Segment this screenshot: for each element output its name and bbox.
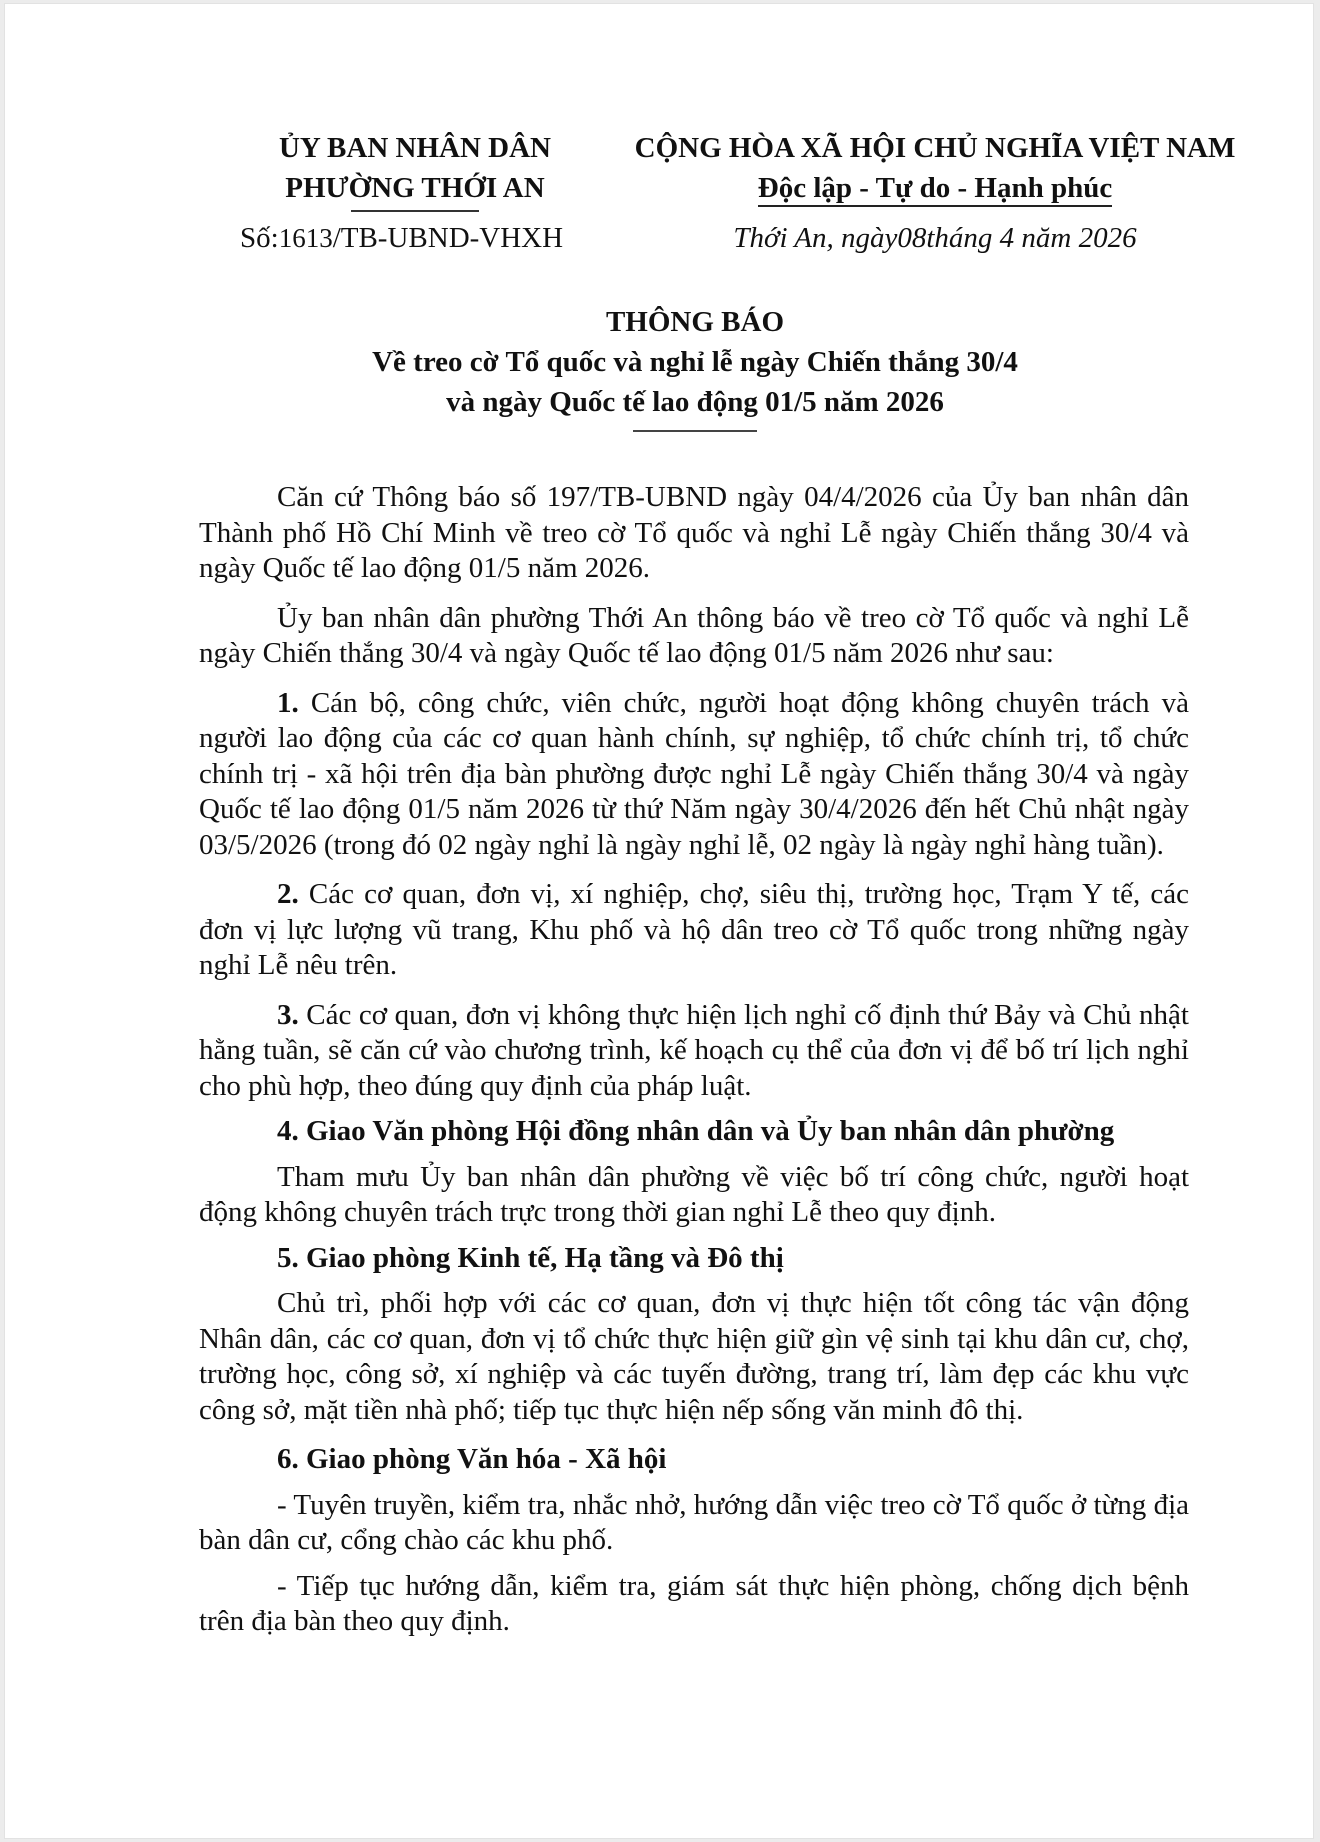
item-paragraph-2 xyxy=(199,877,1189,984)
section-4-heading: 4. Giao Văn phòng Hội đồng nhân dân và Ủy ban nhân dân phường xyxy=(277,1115,1115,1147)
item-text-1: Cán bộ, công chức, viên chức, người hoạt động không chuyên trách và người lao động của các cơ quan hành chính, sự nghiệp, tổ chức chính trị, tổ chức chính trị - xã hội trên địa bàn phường được nghỉ Lễ ngày Chiến thắng 30/4 và ngày Quốc tế lao động 01/5 năm 2026 từ thứ Năm ngày 30/4/2026 đến hết Chủ nhật ngày 03/5/2026 (trong đó 02 ngày nghỉ là ngày nghỉ lễ, 02 ngày là ngày nghỉ hàng tuần). xyxy=(199,686,1189,861)
item-text-2: Các cơ quan, đơn vị, xí nghiệp, chợ, siêu thị, trường học, Trạm Y tế, các đơn vị lực lượng vũ trang, Khu phố và hộ dân treo cờ Tổ quốc trong những ngày nghỉ Lễ nêu trên. xyxy=(199,878,1189,981)
national-heading xyxy=(617,128,1253,208)
agency-line-2: PHƯỜNG THỚI AN xyxy=(285,172,545,204)
title-divider xyxy=(633,430,757,432)
item-paragraph-3 xyxy=(199,998,1189,1105)
agency-divider xyxy=(351,210,479,212)
item-number-3: 3. xyxy=(277,998,299,1031)
section-4-text: Tham mưu Ủy ban nhân dân phường về việc bố trí công chức, người hoạt động không chuyên trách trực trong thời gian nghỉ Lễ theo quy định. xyxy=(199,1160,1189,1228)
doc-number-prefix: Số: xyxy=(240,222,279,254)
agency-line-1: ỦY BAN NHÂN DÂN xyxy=(278,132,551,164)
section-5-heading: 5. Giao phòng Kinh tế, Hạ tầng và Đô thị xyxy=(277,1241,784,1274)
item-paragraph-1 xyxy=(199,686,1189,864)
intro-paragraph-2: Ủy ban nhân dân phường Thới An thông báo về treo cờ Tổ quốc và nghỉ Lễ ngày Chiến thắng 30/4 và ngày Quốc tế lao động 01/5 năm 2026 như sau: xyxy=(199,601,1189,669)
national-motto: Độc lập - Tự do - Hạnh phúc xyxy=(758,171,1113,207)
document-title xyxy=(185,302,1205,432)
section-6-bullet-2: - Tiếp tục hướng dẫn, kiểm tra, giám sát thực hiện phòng, chống dịch bệnh trên địa bàn theo quy định. xyxy=(199,1569,1189,1637)
intro-paragraph-1: Căn cứ Thông báo số 197/TB-UBND ngày 04/4/2026 của Ủy ban nhân dân Thành phố Hồ Chí Minh về treo cờ Tổ quốc và nghỉ Lễ ngày Chiến thắng 30/4 và ngày Quốc tế lao động 01/5 năm 2026. xyxy=(199,481,1189,584)
place-date: Thới An, ngày08tháng 4 năm 2026 xyxy=(733,222,1137,254)
document-body xyxy=(199,480,1189,1650)
section-6-heading: 6. Giao phòng Văn hóa - Xã hội xyxy=(277,1443,667,1475)
section-5-text: Chủ trì, phối hợp với các cơ quan, đơn vị thực hiện tốt công tác vận động Nhân dân, các cơ quan, đơn vị tổ chức thực hiện giữ gìn vệ sinh tại khu dân cư, chợ, trường học, công sở, xí nghiệp và các tuyến đường, trang trí, làm đẹp các khu vực công sở, mặt tiền nhà phố; tiếp tục thực hiện nếp sống văn minh đô thị. xyxy=(199,1287,1189,1426)
document-page xyxy=(4,3,1314,1839)
doc-number-value: 1613 xyxy=(278,223,333,253)
item-number-2: 2. xyxy=(277,878,299,910)
nation-name: CỘNG HÒA XÃ HỘI CHỦ NGHĨA VIỆT NAM xyxy=(634,132,1236,164)
title-line-1: Về treo cờ Tổ quốc và nghỉ lễ ngày Chiến thắng 30/4 xyxy=(372,346,1018,378)
title-line-2: và ngày Quốc tế lao động 01/5 năm 2026 xyxy=(446,386,944,418)
section-6-bullet-1: - Tuyên truyền, kiểm tra, nhắc nhở, hướng dẫn việc treo cờ Tổ quốc ở từng địa bàn dân cư, cổng chào các khu phố. xyxy=(199,1488,1189,1556)
item-text-3: Các cơ quan, đơn vị không thực hiện lịch nghỉ cố định thứ Bảy và Chủ nhật hằng tuần, sẽ căn cứ vào chương trình, kế hoạch cụ thể của đơn vị để bố trí lịch nghỉ cho phù hợp, theo đúng quy định của pháp luật. xyxy=(199,998,1189,1102)
doc-number-suffix: /TB-UBND-VHXH xyxy=(332,222,564,254)
issuing-agency xyxy=(215,128,615,212)
item-number-1: 1. xyxy=(277,686,299,719)
title-main: THÔNG BÁO xyxy=(605,306,785,338)
document-number xyxy=(240,222,563,255)
